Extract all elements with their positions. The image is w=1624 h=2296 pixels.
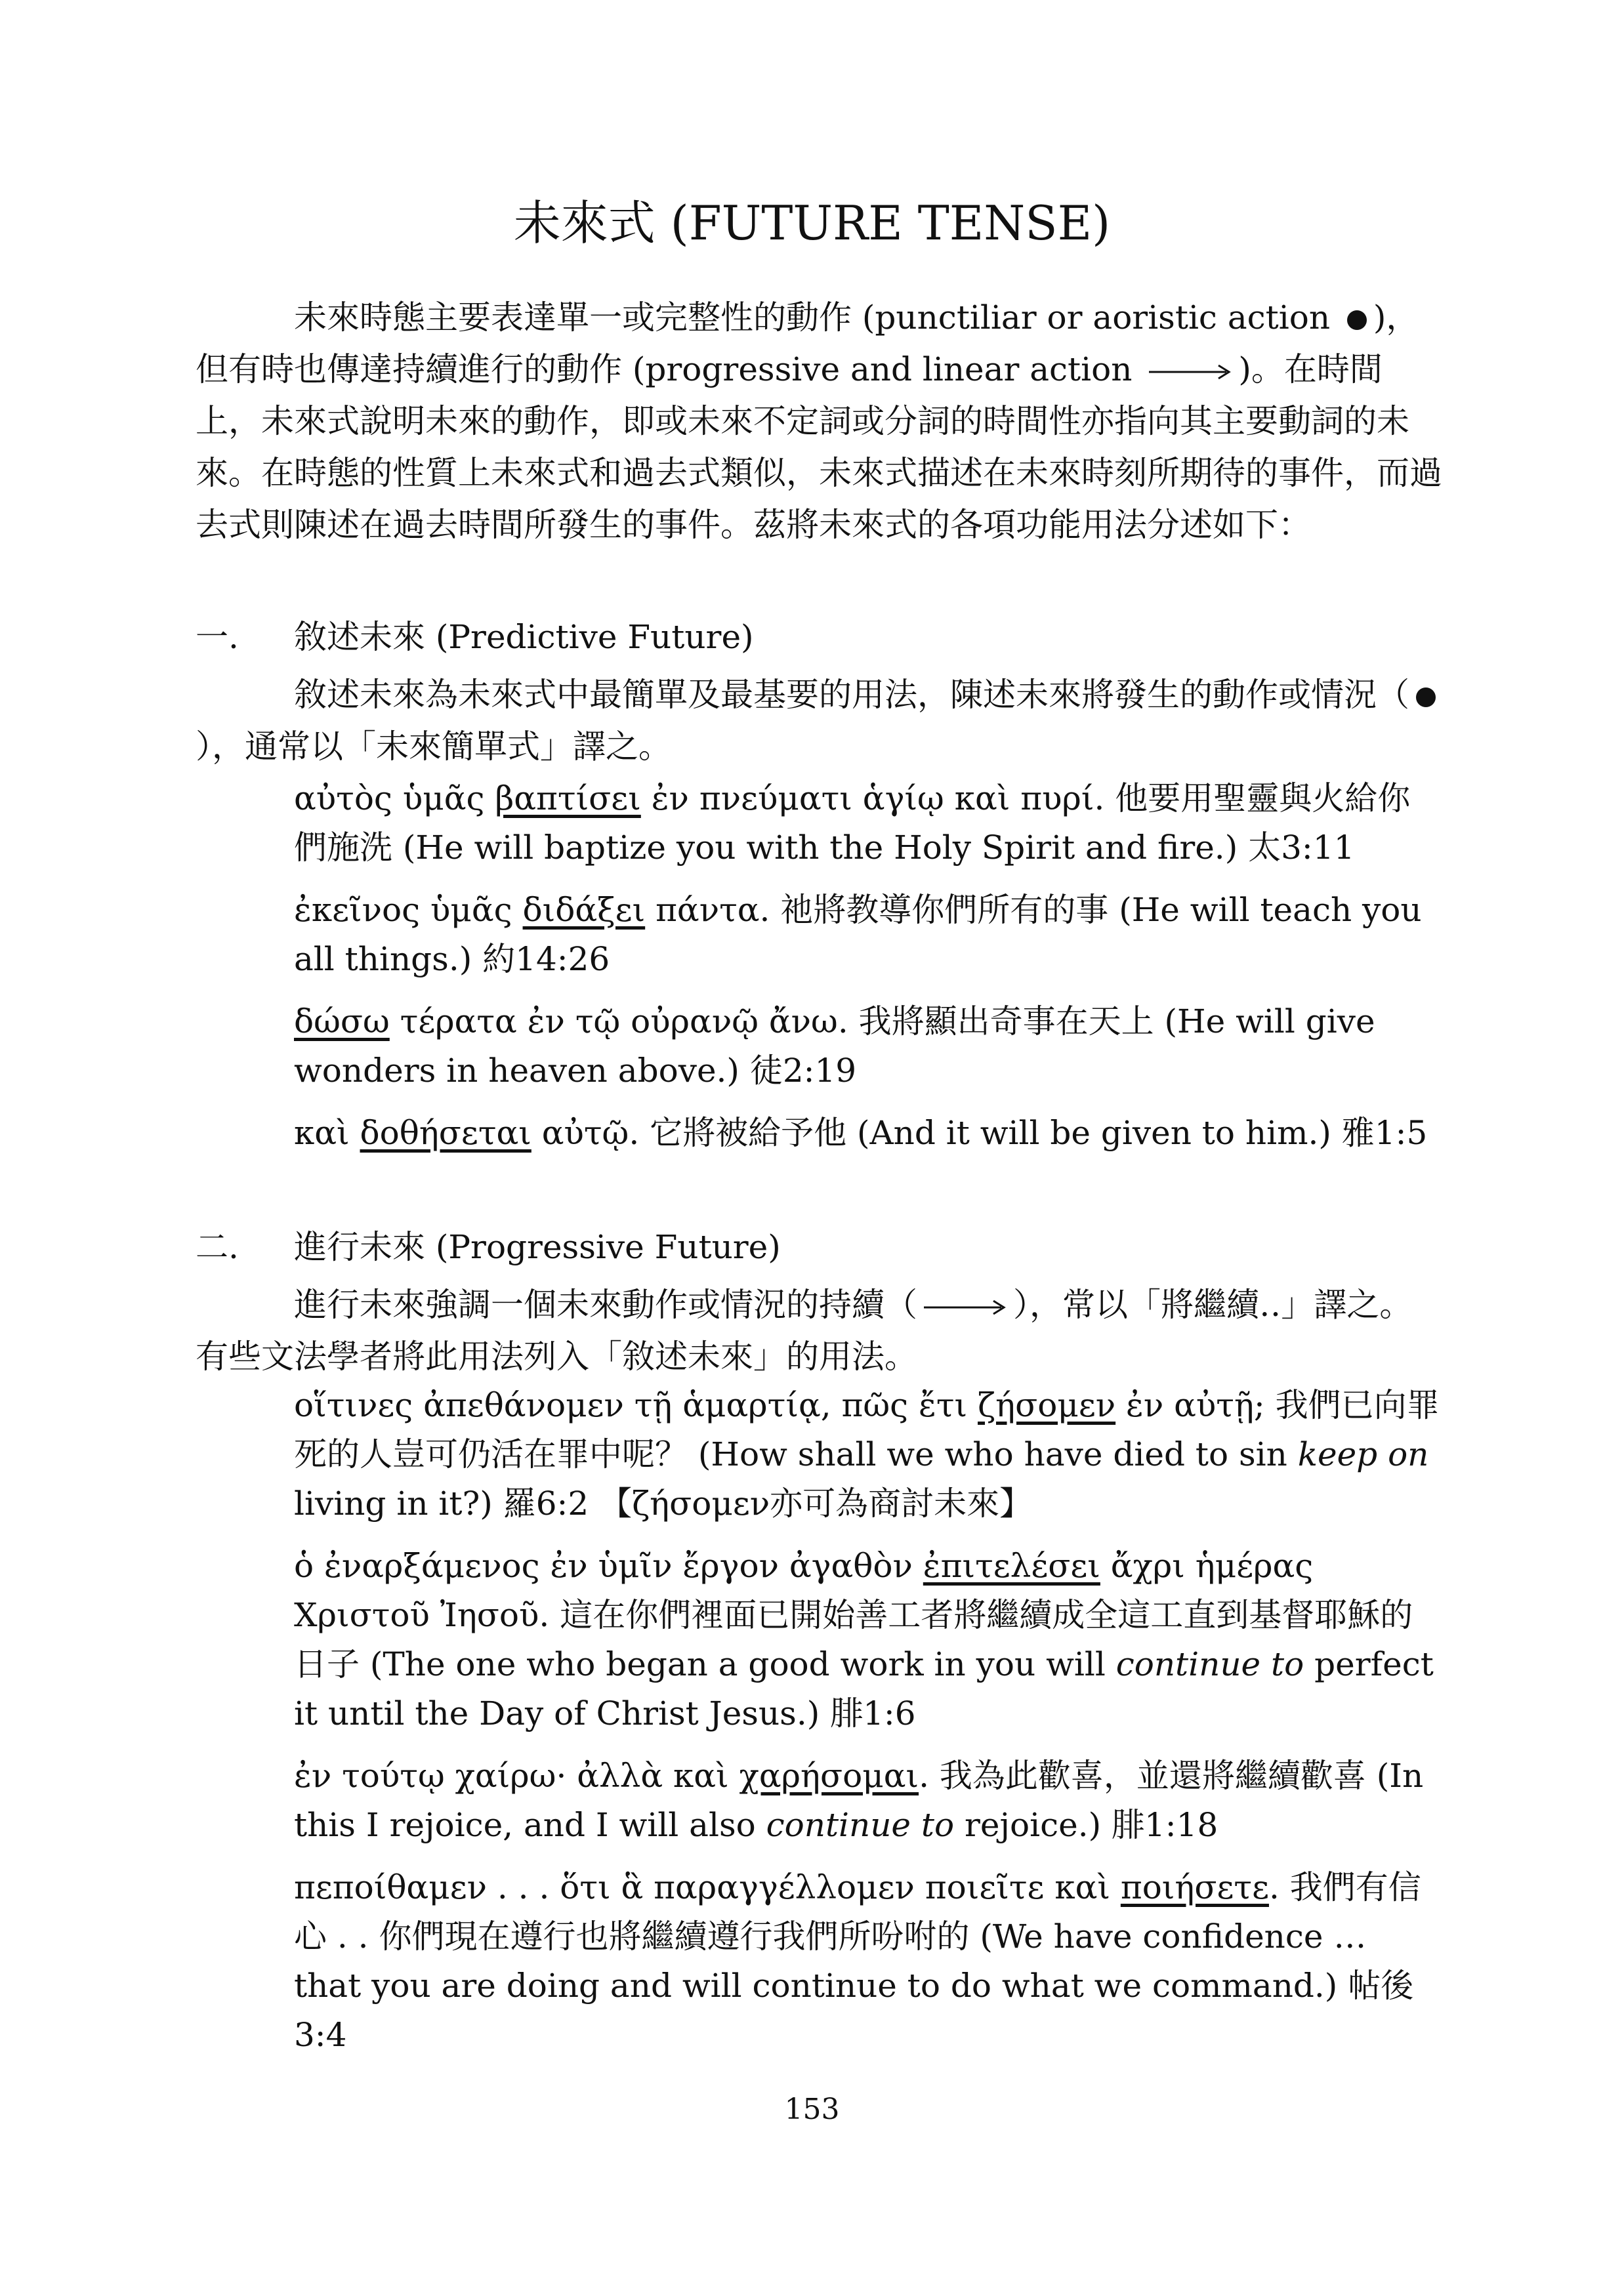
example-romans-6-2: οἵτινες ἀπεθάνομεν τῇ ἁμαρτίᾳ, πῶς ἔτι ζήσομεν ἐν αὐτῇ; 我們已向罪死的人豈可仍活在罪中呢？ (How shall we who have died to sin keep on living in it?) 羅6:2 【ζήσομεν亦可為商討未來】 — [294, 1386, 1440, 1523]
section1-paragraph: 敘述未來為未來式中最簡單及最基要的用法，陳述未來將發生的動作或情況（），通常以「未來簡單式」譯之。 — [196, 669, 1442, 773]
intro-paragraph: 未來時態主要表達單一或完整性的動作 (punctiliar or aoristic action )，但有時也傳達持續進行的動作 (progressive and linear action )。在時間上，未來式說明未來的動作，即或未來不定詞或分詞的時間性亦指向其主要動詞的未來。在時態的性質上未來式和過去式類似，未來式描述在未來時刻所期待的事件，而過去式則陳述在過去時間所發生的事件。茲將未來式的各項功能用法分述如下： — [196, 298, 1442, 544]
punctiliar-dot-icon — [1416, 687, 1436, 707]
page-title: 未來式 (FUTURE TENSE) — [513, 195, 1111, 251]
punctiliar-dot-icon — [1347, 310, 1367, 330]
section-heading-predictive-future: 一. 敘述未來 (Predictive Future) — [196, 618, 754, 656]
example-matthew-3-11: αὐτὸς ὑμᾶς βαπτίσει ἐν πνεύματι ἁγίῳ καὶ πυρί. 他要用聖靈與火給你們施洗 (He will baptize you with the Holy Spirit and fire.) 太3:11 — [294, 779, 1411, 867]
example-james-1-5: καὶ δοθήσεται αὐτῷ. 它將被給予他 (And it will be given to him.) 雅1:5 — [294, 1114, 1428, 1152]
section2-paragraph: 進行未來強調一個未來動作或情況的持續（ ），常以「將繼續‥」譯之。有些文法學者將此用法列入「敘述未來」的用法。 — [196, 1286, 1413, 1376]
section-heading-progressive-future: 二. 進行未來 (Progressive Future) — [196, 1228, 781, 1266]
example-philippians-1-18: ἐν τούτῳ χαίρω· ἀλλὰ καὶ χαρήσομαι. 我為此歡喜，並還將繼續歡喜 (In this I rejoice, and I will also continue to rejoice.) 腓1:18 — [294, 1757, 1424, 1844]
page-number: 153 — [784, 2093, 840, 2126]
example-john-14-26: ἐκεῖνος ὑμᾶς διδάξει πάντα. 祂將教導你們所有的事 (He will teach you all things.) 約14:26 — [294, 891, 1422, 978]
example-2-thessalonians-3-4: πεποίθαμεν . . . ὅτι ἃ παραγγέλλομεν ποιεῖτε καὶ ποιήσετε. 我們有信心 . . 你們現在遵行也將繼續遵行我們所吩咐的 (We have confidence … that you are doing and will continue to do what we command.) 帖後3:4 — [294, 1868, 1421, 2054]
linear-arrow-icon — [923, 1298, 1008, 1317]
example-philippians-1-6: ὁ ἐναρξάμενος ἐν ὑμῖν ἔργον ἀγαθὸν ἐπιτελέσει ἄχρι ἡμέρας Χριστοῦ Ἰησοῦ. 這在你們裡面已開始善工者將繼續成全這工直到基督耶穌的日子 (The one who began a good work in you will continue to perfect it until the Day of Christ Jesus.) 腓1:6 — [294, 1547, 1434, 1732]
example-acts-2-19: δώσω τέρατα ἐν τῷ οὐρανῷ ἄνω. 我將顯出奇事在天上 (He will give wonders in heaven above.) 徒2:19 — [294, 1002, 1375, 1090]
linear-arrow-icon — [1148, 362, 1233, 382]
